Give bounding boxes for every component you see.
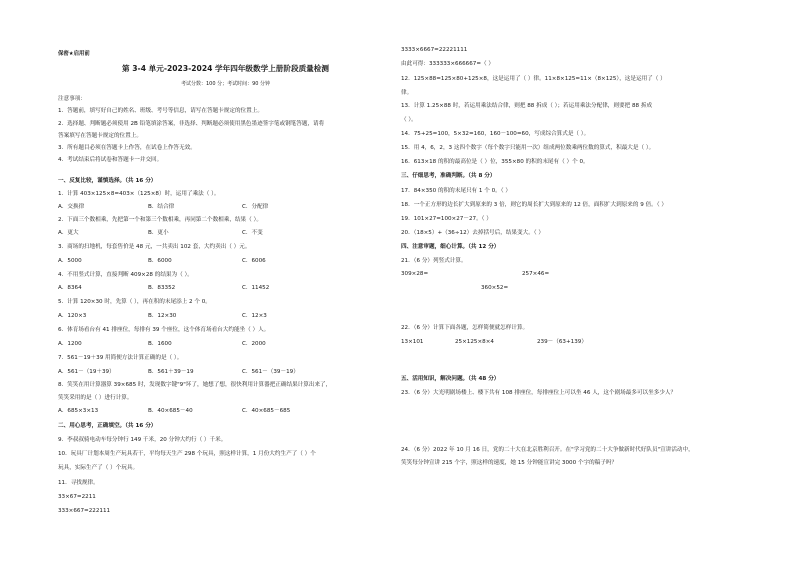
option-c: C．561－（39－19） [242,369,299,375]
question-stem: 1．计算 403×125×8=403×（125×8）时，运用了乘法（ ）。 [58,191,220,197]
simplify-item: 239－（63+139） [537,339,587,345]
option-a: A．8364 [58,285,82,291]
question-line: 玩具，实际生产了（ ）个玩具。 [58,465,139,471]
pattern-line: 333×667=222111 [58,508,111,514]
option-a: A．1200 [58,341,82,347]
note-item: 2．选择题、判断题必须使用 2B 铅笔填涂答案，非选择、判断题必须使用黑色墨迹签字笔或钢笔答题，请将 [58,121,325,127]
section-heading: 一、反复比较，谨慎选择。（共 16 分） [58,178,157,184]
option-c: C．12×3 [242,313,267,319]
option-a: A．更大 [58,230,79,236]
simplify-item: 25×125×8×4 [455,339,494,345]
question-stem: 5．计算 120×30 时，先算（ ），再在积的末尾添上 2 个 0。 [58,299,211,305]
option-b: B．更小 [148,230,169,236]
section-heading: 二、用心思考，正确填空。（共 16 分） [58,423,157,429]
option-a: A．561－（19＋39） [58,369,115,375]
question-stem: 8．笑笑在用计算器算 39×685 时，发现数字键"9"坏了，她想了想，很快利用计算器把正确结果计算出来了， [58,382,332,388]
question-line: 21．（6 分）列竖式计算。 [401,258,467,264]
question-stem-continued: 笑笑采用的是（ ）进行计算。 [58,395,133,401]
option-b: B．12×30 [148,313,177,319]
note-item: 3．所有题目必须在答题卡上作答，在试卷上作答无效。 [58,145,196,151]
question-stem: 6．体育场看台有 41 排座位，每排有 39 个座位，这个体育场看台大约能坐（ ）人。 [58,327,270,333]
note-item: 1．答题前，填写好自己的姓名、班级、考号等信息，请写在答题卡规定的位置上。 [58,108,263,114]
question-stem: 3．商场的扫地机，每套售价是 48 元，一共卖出 102 套，大约卖出（ ）元。 [58,244,251,250]
option-a: A．交换律 [58,204,85,210]
question-line: 15．用 4，6，2，3 这四个数字（每个数字只能用一次）组成两位数乘两位数的算式，积最大是（ ）。 [401,145,655,151]
judge-question: 19．101×27=100×27－27。（ ） [401,216,492,222]
question-line: 11．寻找规律。 [58,480,99,486]
option-b: B．6000 [148,258,172,264]
question-line: （ ）。 [401,117,417,123]
option-c: C．2000 [242,341,266,347]
question-line: 12．125×88=125×80+125×8，这是运用了（ ）律。11×8×125=11×（8×125），这是运用了（ ） [401,76,666,82]
question-line: 10．玩具厂计划本周生产玩具若干，平均每天生产 298 个玩具，照这样计算，1 月份大约生产了（ ）个 [58,451,316,457]
question-stem: 4．不用竖式计算，直接判断 409×28 的结果为（ ）。 [58,272,193,278]
section-heading: 五、活用知识，解决问题。（共 48 分） [401,376,500,382]
option-b: B．561＋39－19 [148,369,194,375]
question-line: 16．613×18 的积的最高位是（ ）位，355×80 的积的末尾有（ ）个 0。 [401,159,589,165]
left-column [58,38,393,528]
option-c: C．分配律 [242,204,269,210]
question-stem: 2．下面三个数相乘，先把第一个和第三个数相乘，再同第二个数相乘，结果（ ）。 [58,217,262,223]
question-line: 14．75+25=100，5×32=160，160－100=60，写成综合算式是（ ）。 [401,131,590,137]
note-item: 4．考试结束后将试卷和答题卡一并交回。 [58,157,163,163]
option-c: C．40×685－685 [242,408,291,414]
exam-info: 考试分数：100 分；考试时间：90 分钟 [180,81,271,87]
notes-heading: 注意事项： [58,96,86,102]
option-c: C．6006 [242,258,266,264]
page-title: 第 3-4 单元-2023-2024 学年四年级数学上册阶段质量检测 [122,64,329,73]
option-b: B．40×685－40 [148,408,193,414]
simplify-item: 13×101 [401,339,424,345]
section-heading: 三、仔细思考，准确判断。（共 8 分） [401,173,496,179]
right-column [401,38,737,528]
pattern-line: 33×67=2211 [58,494,96,500]
vertical-calc-item: 360×52= [481,285,509,291]
option-c: C．11452 [242,285,270,291]
option-a: A．5000 [58,258,82,264]
option-c: C．不变 [242,230,263,236]
judge-question: 20．（18×5）+（36÷12）去掉括号后，结果变大。（ ） [401,230,544,236]
seal-label: 保密★启用前 [58,51,90,57]
question-line: 13．计算 1.25×88 时，若运用乘法结合律，则把 88 拆成（ ）；若运用乘法分配律，则要把 88 拆成 [401,103,653,109]
note-item: 答案填写在答题卡规定的位置上。 [58,133,142,139]
judge-question: 18．一个正方形的边长扩大到原来的 3 倍，则它的周长扩大到原来的 12 倍，面积扩大到原来的 9 倍。（ ） [401,202,667,208]
option-b: B．1600 [148,341,172,347]
pattern-line: 3333×6667=22221111 [401,47,468,53]
option-a: A．120×3 [58,313,87,319]
option-a: A．685×3×13 [58,408,99,414]
option-b: B．83352 [148,285,176,291]
section-heading: 四、注意审题，细心计算。（共 12 分） [401,244,500,250]
vertical-calc-item: 257×46= [522,271,550,277]
question-line: 由此可得：333333×666667=（ ） [401,61,495,67]
question-line: 9．李叔叔骑电动车每分钟行 149 千米，20 分钟大约行（ ）千米。 [58,437,227,443]
word-problem: 23．（6 分）大光明剧场楼上、楼下共有 108 排座位，每排座位上可以坐 46 人，这个剧场最多可以坐多少人？ [401,390,677,396]
word-problem: 24．（6 分）2022 年 10 月 16 日，党的二十大在北京胜利召开。在"学习党的二十大争做新时代好队员"宣讲活动中， [401,447,694,453]
vertical-calc-item: 309×28= [401,271,429,277]
word-problem: 笑笑每分钟宣讲 215 个字，照这样的速度，她 15 分钟能宣讲完 3000 个字的稿子吗？ [401,460,618,466]
question-line: 律。 [401,90,413,96]
judge-question: 17．84×350 的积的末尾只有 1 个 0。（ ） [401,188,511,194]
question-line: 22．（6 分）计算下面各题，怎样简便就怎样计算。 [401,325,529,331]
question-stem: 7．561－19＋39 用简便方法计算正确的是（ ）。 [58,355,183,361]
option-b: B．结合律 [148,204,175,210]
